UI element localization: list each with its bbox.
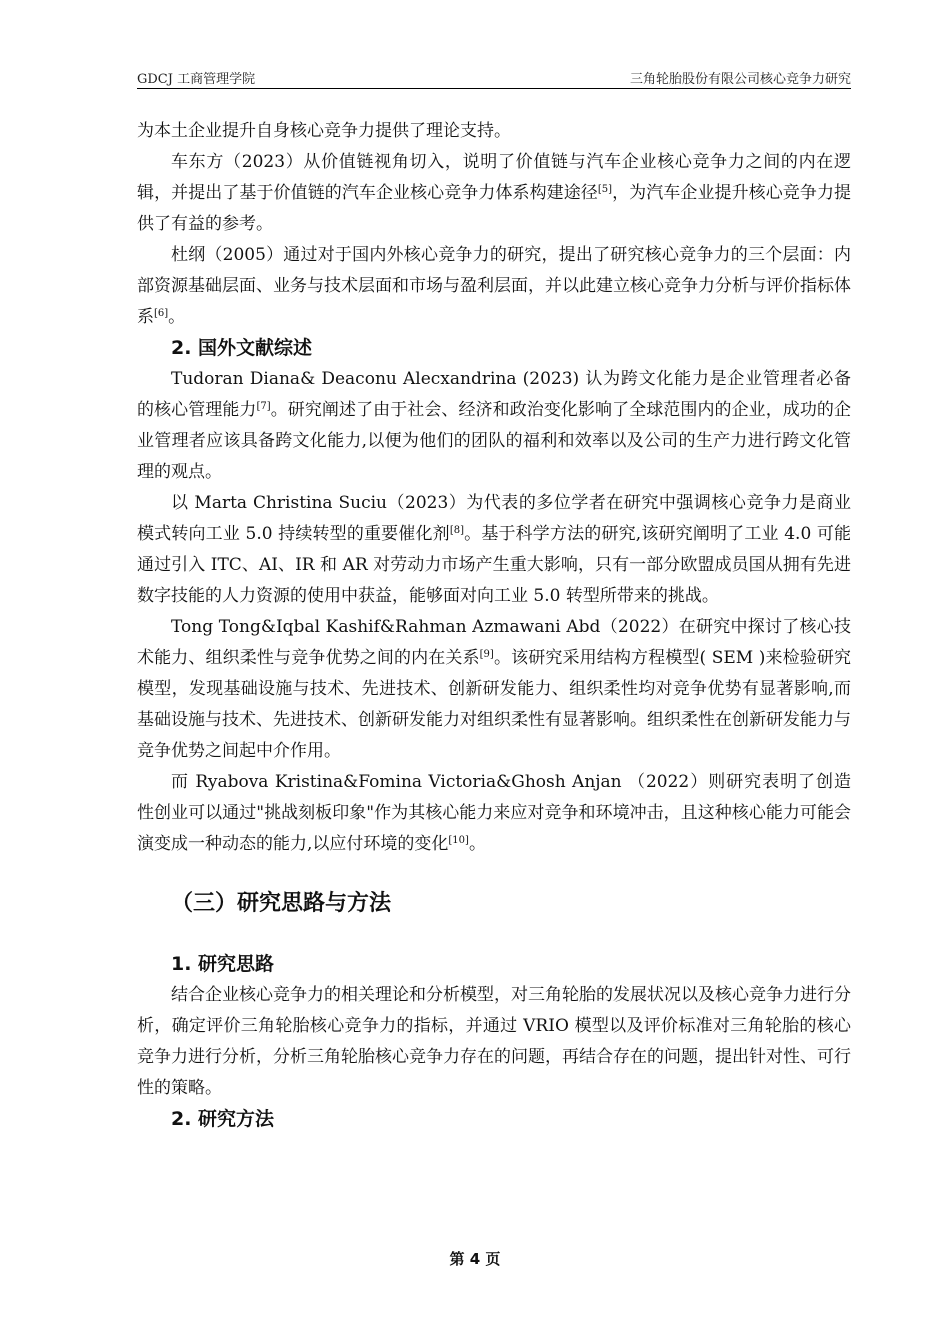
paragraph-che-dongfang: 车东方（2023）从价值链视角切入，说明了价值链与汽车企业核心竞争力之间的内在逻辑，并提出了基于价值链的汽车企业核心竞争力体系构建途径[5]，为汽车企业提升核心竞争力提供了有益的参考。 [137,152,852,234]
citation-5: [5] [597,184,613,195]
header-right: 三角轮胎股份有限公司核心竞争力研究 [629,72,851,87]
citation-8: [8] [449,525,464,536]
paragraph-tong: Tong Tong&Iqbal Kashif&Rahman Azmawani Abd（2022）在研究中探讨了核心技术能力、组织柔性与竞争优势之间的内在关系[9]。该研究采用结构方程模型( SEM )来检验研究模型，发现基础设施与技术、先进技术、创新研发能力、组织柔性均对竞争优势有显著影响,而基础设施与技术、先进技术、创新研发能力对组织柔性有显著影响。组织柔性在创新研发能力与竞争优势之间起中介作用。 [137,617,851,761]
heading-research-method: 2. 研究方法 [171,1108,275,1130]
citation-6: [6] [154,308,169,319]
body-text [137,116,851,1135]
page-header [137,66,851,89]
paragraph-du-gang: 杜纲（2005）通过对于国内外核心竞争力的研究，提出了研究核心竞争力的三个层面：内部资源基础层面、业务与技术层面和市场与盈利层面，并以此建立核心竞争力分析与评价指标体系[6]。 [137,245,851,327]
paragraph-ryabova: 而 Ryabova Kristina&Fomina Victoria&Ghosh Anjan （2022）则研究表明了创造性创业可以通过"挑战刻板印象"作为其核心能力来应对竞争和环境冲击，且这种核心能力可能会演变成一种动态的能力,以应付环境的变化[10]。 [137,772,851,854]
paragraph-suciu: 以 Marta Christina Suciu（2023）为代表的多位学者在研究中强调核心竞争力是商业模式转向工业 5.0 持续转型的重要催化剂[8]。基于科学方法的研究,该研究阐明了工业 4.0 可能通过引入 ITC、AI、IR 和 AR 对劳动力市场产生重大影响，只有一部分欧盟成员国从拥有先进数字技能的人力资源的使用中获益，能够面对向工业 5.0 转型所带来的挑战。 [137,493,852,606]
paragraph-research-idea: 结合企业核心竞争力的相关理论和分析模型，对三角轮胎的发展状况以及核心竞争力进行分析，确定评价三角轮胎核心竞争力的指标，并通过 VRIO 模型以及评价标准对三角轮胎的核心竞争力进行分析，分析三角轮胎核心竞争力存在的问题，再结合存在的问题，提出针对性、可行性的策略。 [137,985,851,1098]
citation-10: [10] [448,835,469,846]
citation-7: [7] [256,401,271,412]
heading-research-approach: （三）研究思路与方法 [171,891,392,916]
header-left: GDCJ 工商管理学院 [137,72,256,87]
page-number: 第 4 页 [449,1250,501,1268]
paragraph-continued: 为本土企业提升自身核心竞争力提供了理论支持。 [137,121,511,141]
heading-research-idea: 1. 研究思路 [171,953,275,975]
citation-9: [9] [479,649,494,660]
paragraph-tudoran: Tudoran Diana& Deaconu Alecxandrina (2023) 认为跨文化能力是企业管理者必备的核心管理能力[7]。研究阐述了由于社会、经济和政治变化影响了全球范围内的企业，成功的企业管理者应该具备跨文化能力,以便为他们的团队的福利和效率以及公司的生产力进行跨文化管理的观点。 [137,369,851,482]
heading-foreign-literature: 2. 国外文献综述 [171,337,313,359]
